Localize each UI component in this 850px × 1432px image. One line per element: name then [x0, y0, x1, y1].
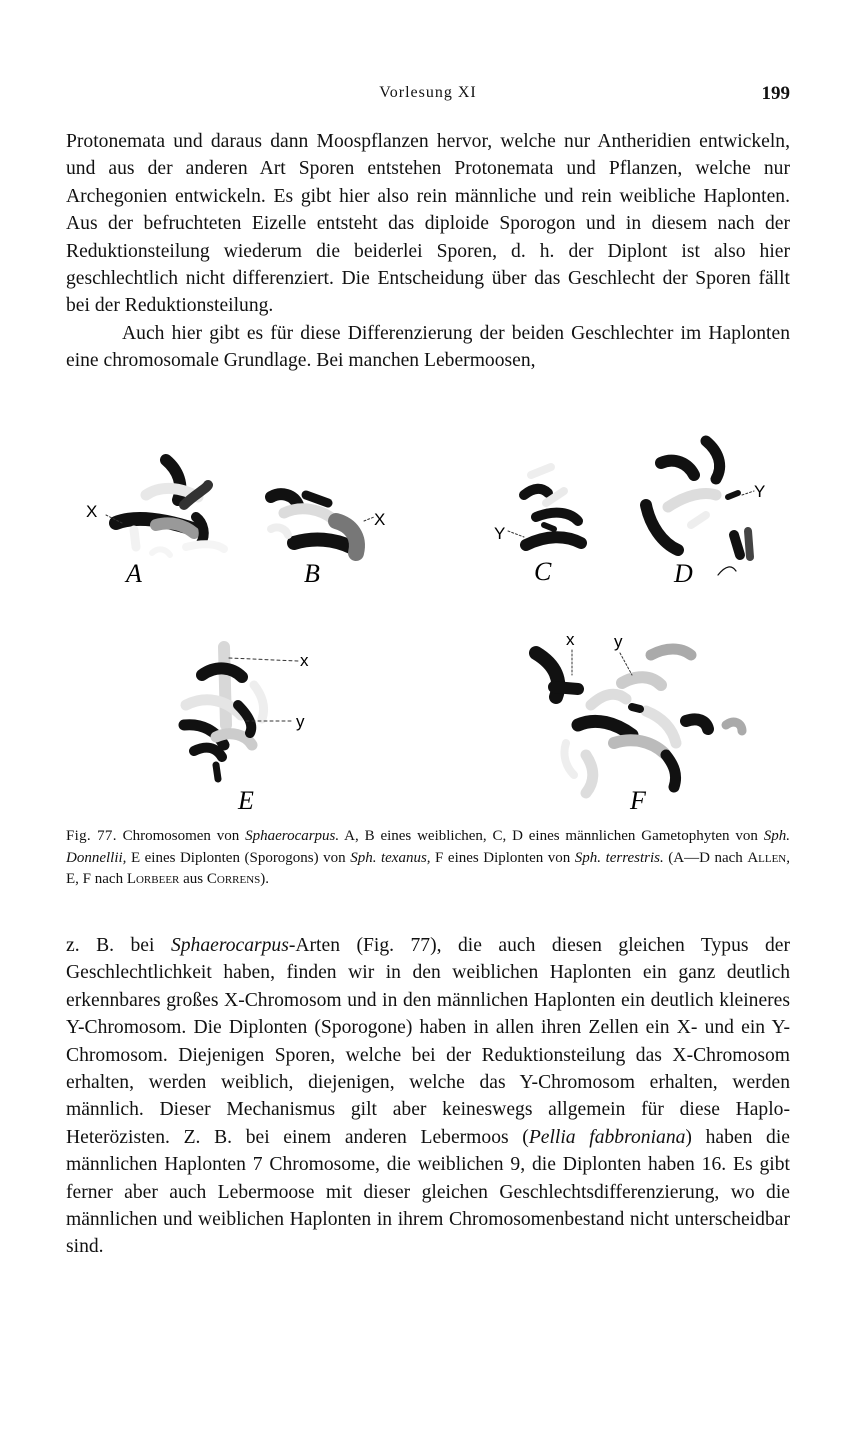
panel-f-chromosomes: [536, 649, 742, 793]
panel-label-a: A: [126, 559, 142, 588]
mark-b-x: X: [374, 510, 386, 529]
mark-d-y: Y: [754, 482, 766, 501]
mark-a-x: X: [86, 502, 98, 521]
panel-label-f: F: [630, 786, 646, 815]
mark-e-y: y: [296, 712, 305, 731]
chromosome-illustration: [66, 425, 790, 825]
panel-c-chromosomes: [508, 467, 581, 545]
caption-figure-number: Fig. 77.: [66, 828, 117, 844]
panel-b-chromosomes: [271, 494, 374, 553]
paragraph: Auch hier gibt es für diese Differenzierung der beiden Geschlechter im Haplonten eine chromosomale Grundlage. Bei manchen Lebermoosen,: [66, 322, 790, 372]
panel-label-b: B: [304, 559, 320, 588]
running-title: Vorlesung XI: [379, 84, 477, 101]
figure-77: [66, 425, 790, 825]
page-header: [66, 84, 790, 110]
panel-label-c: C: [534, 557, 552, 586]
figure-caption: [66, 826, 790, 891]
body-text-bottom: [66, 932, 790, 1261]
page-number: 199: [761, 83, 790, 104]
paragraph: z. B. bei Sphaerocarpus-Arten (Fig. 77), die auch diesen gleichen Typus der Geschlechtlichkeit haben, finden wir in den weiblichen Haplonten ein ganz deutlich erkennbares großes X-Chromosom und in den männlichen Haplonten ein deutlich kleineres Y-Chromosom. Die Diplonten (Sporogone) haben in allen ihren Zellen ein X- und ein Y-Chromosom. Diejenigen Sporen, welche bei der Reduktionsteilung das X-Chromosom erhalten, werden weiblich, diejenigen, welche das Y-Chromosom erhalten, werden männlich. Dieser Mechanismus gilt aber keineswegs allgemein für diese Haplo-Heterözisten. Z. B. bei einem anderen Lebermoos (Pellia fabbroniana) haben die männlichen Haplonten 7 Chromosome, die weiblichen 9, die Diplonten haben 16. Es gibt ferner aber auch Lebermoose mit dieser gleichen Geschlechtsdifferenzierung, wo die männlichen und weiblichen Haplonten in ihrem Chromosomenbestand nicht unterscheidbar sind.: [66, 935, 791, 1258]
caption-text: Fig. 77. Chromosomen von Sphaerocarpus. A, B eines weiblichen, C, D eines männlichen Gametophyten von Sph. Donnellii, E eines Diplonten (Sporogons) von Sph. texanus, F eines Diplonten von Sph. terrestris. (A—D nach Allen, E, F nach Lorbeer aus Correns).: [66, 828, 790, 887]
paragraph: Protonemata und daraus dann Moospflanzen hervor, welche nur Antheridien entwickeln, und aus der anderen Art Sporen entstehen Protonemata und Pflanzen, welche nur Archegonien entwickeln. Es gibt hier also rein männliche und rein weibliche Haplonten. Aus der befruchteten Eizelle entsteht das diploide Sporogon und in diesem nach der Reduktionsteilung wiederum die beiderlei Sporen, d. h. der Diplont ist also hier geschlechtlich nicht differenziert. Die Entscheidung über das Geschlecht der Sporen fällt bei der Reduktionsteilung.: [66, 131, 790, 317]
mark-c-y: Y: [494, 524, 506, 543]
panel-d-chromosomes: [646, 441, 754, 575]
body-text-top: [66, 128, 790, 375]
panel-e-chromosomes: [184, 647, 298, 779]
mark-e-x: x: [300, 651, 309, 670]
panel-label-d: D: [674, 559, 693, 588]
mark-f-y: y: [614, 632, 623, 651]
panel-a-chromosomes: [106, 460, 224, 555]
mark-f-x: x: [566, 630, 575, 649]
panel-label-e: E: [238, 786, 254, 815]
